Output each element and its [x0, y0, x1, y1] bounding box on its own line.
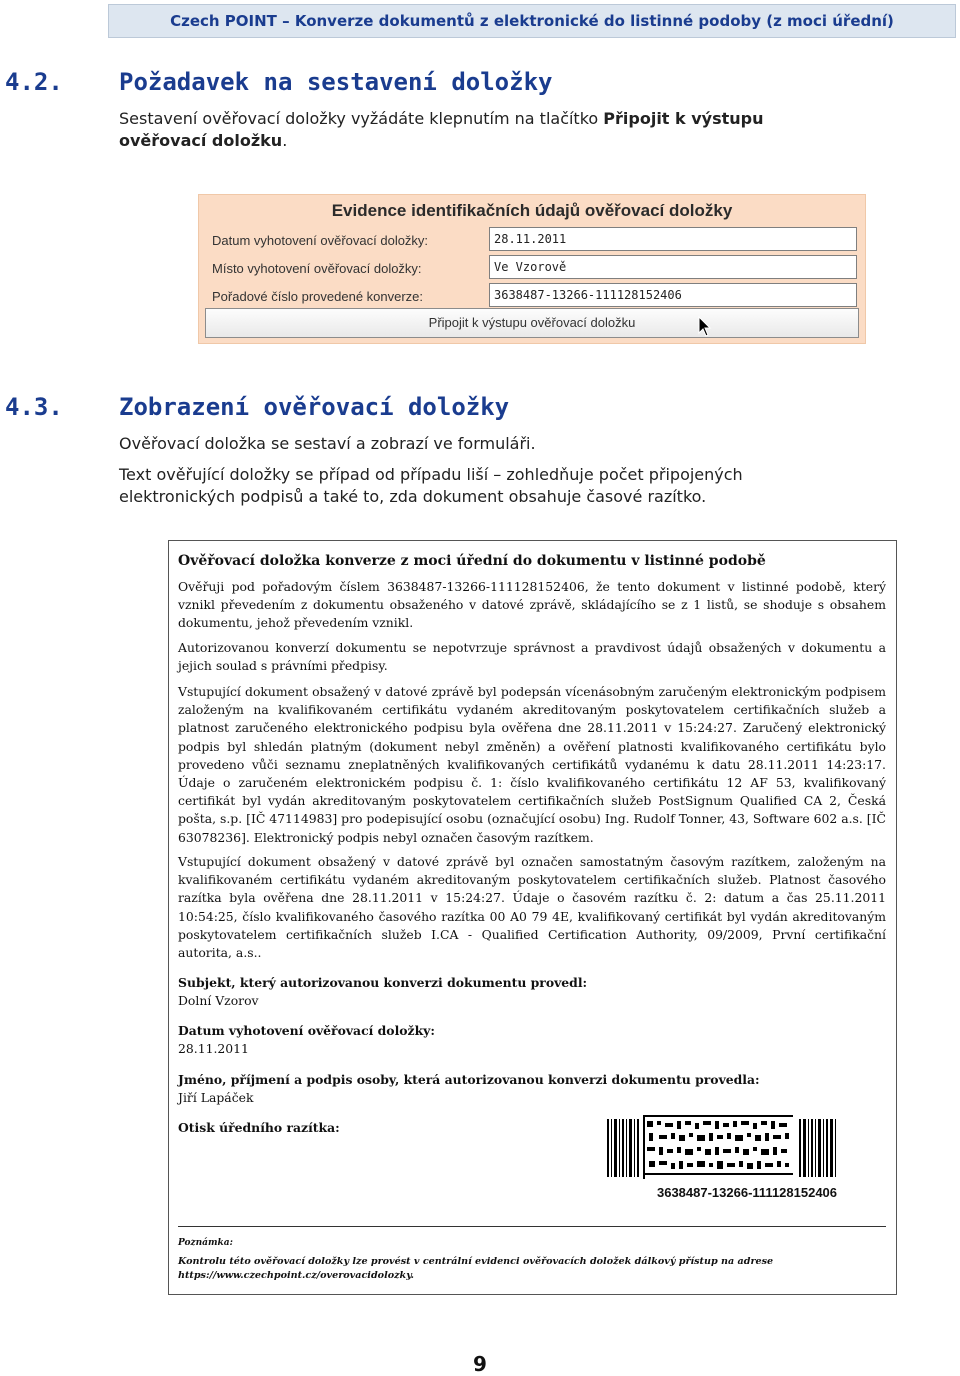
clause-paragraph: Ověřuji pod pořadovým číslem 3638487-13266-111128152406, že tento dokument v listinné podobě, který vznikl převedením z dokumentu obsaženého v datové zprávě, skládajícího se z 1 listů, se shoduje s obsahem dokumentu, jehož převedením vznikl.	[178, 579, 886, 631]
mouse-cursor-icon	[698, 316, 712, 338]
date-field[interactable]: 28.11.2011	[489, 227, 857, 251]
button-reference: Připojit k výstupu ověřovací doložku	[119, 109, 764, 150]
attach-clause-button[interactable]: Připojit k výstupu ověřovací doložku	[205, 308, 859, 338]
date-label: Datum vyhotovení ověřovací doložky:	[212, 233, 429, 248]
clause-paragraph: Vstupující dokument obsažený v datové zprávě byl označen samostatným časovým razítkem, založeným na kvalifikovaném certifikátu vydaném akreditovaným poskytovatelem certifikačních služeb. Platnost časového razítka byla ověřena dne 28.11.2011 v 15:24:27. Údaje o časovém razítku č. 2: datum a čas 25.11.2011 10:54:25, číslo kvalifikovaného časového razítka 00 A0 79 4E, kvalifikovaný certifikát byl vydán akreditovaným poskytovatelem certifikačních služeb I.CA - Qualified Certification Authority, 09/2009, První certifikační autorita, a.s..	[178, 854, 886, 961]
evidence-form	[198, 194, 866, 344]
note-label: Poznámka:	[178, 1238, 233, 1248]
date-label: Datum vyhotovení ověřovací doložky:	[178, 1023, 435, 1038]
barcode-icon	[607, 1113, 885, 1193]
clause-paragraph: Autorizovanou konverzí dokumentu se nepotvrzuje správnost a pravdivost údajů obsažených v dokumentu a jejich soulad s právními předpisy.	[178, 640, 886, 674]
page-number: 9	[473, 1352, 487, 1376]
form-title: Evidence identifikačních údajů ověřovací doložky	[331, 201, 733, 220]
section-intro-text: Sestavení ověřovací doložky vyžádáte klepnutím na tlačítko Připojit k výstupu ověřovací doložku.	[119, 109, 764, 150]
running-header: Czech POINT – Konverze dokumentů z elektronické do listinné podoby (z moci úřední)	[108, 4, 956, 38]
paragraph: Ověřovací doložka se sestaví a zobrazí ve formuláři.	[119, 434, 536, 453]
paragraph: Text ověřující doložky se případ od případu liší – zohledňuje počet připojených elektronických podpisů a také to, zda dokument obsahuje časové razítko.	[119, 465, 743, 506]
barcode-number: 3638487-13266-111128152406	[656, 1185, 838, 1200]
section-number: 4.3.	[5, 393, 63, 421]
clause-paragraph: Vstupující dokument obsažený v datové zprávě byl podepsán vícenásobným zaručeným elektronickým podpisem založeným na kvalifikovaném certifikátu vydaném akreditovaným poskytovatelem certifikačních služeb a platnost zaručeného elektronického podpisu byla ověřena dne 28.11.2011 v 15:24:27. Zaručený elektronický podpis byl shledán platným (dokument nebyl změněn) a ověření platnosti kvalifikovaného certifikátu bylo provedeno vůči seznamu zneplatněných kvalifikovaných certifikátů vydanému k datu 28.11.2011 14:23:17. Údaje o zaručeném elektronickém podpisu č. 1: číslo kvalifikovaného certifikátu 12 AF 53, kvalifikovaný certifikát byl vydán akreditovaným poskytovatelem certifikačních služeb PostSignum Qualified CA 2, Česká pošta, s.p. [IČ 47114983] pro podepisující osobu (označující osobu) Ing. Rudolf Tonner, 43, Software 602 a.s. [IČ 63078236]. Elektronický podpis nebyl označen časovým razítkem.	[178, 684, 886, 845]
stamp-label: Otisk úředního razítka:	[178, 1120, 340, 1135]
verification-clause-document	[168, 540, 897, 1295]
section-number: 4.2.	[5, 68, 63, 96]
divider	[178, 1226, 886, 1227]
conversion-number-field[interactable]: 3638487-13266-111128152406	[489, 283, 857, 307]
person-value: Jiří Lapáček	[178, 1090, 254, 1105]
place-label: Místo vyhotovení ověřovací doložky:	[212, 261, 422, 276]
conversion-number-label: Pořadové číslo provedené konverze:	[212, 289, 424, 304]
subject-label: Subjekt, který autorizovanou konverzi dokumentu provedl:	[178, 975, 588, 990]
section-title: Zobrazení ověřovací doložky	[119, 393, 510, 421]
subject-value: Dolní Vzorov	[178, 993, 259, 1008]
section-title: Požadavek na sestavení doložky	[119, 68, 553, 96]
place-field[interactable]: Ve Vzorově	[489, 255, 857, 279]
date-value: 28.11.2011	[178, 1041, 249, 1056]
clause-title: Ověřovací doložka konverze z moci úřední do dokumentu v listinné podobě	[178, 553, 766, 569]
note-text: Kontrolu této ověřovací doložky lze provést v centrální evidenci ověřovacích doložek dálkový přístup na adrese https://www.czechpoint.cz/overovacidolozky.	[178, 1256, 774, 1281]
person-label: Jméno, příjmení a podpis osoby, která autorizovanou konverzi dokumentu provedla:	[178, 1072, 760, 1087]
